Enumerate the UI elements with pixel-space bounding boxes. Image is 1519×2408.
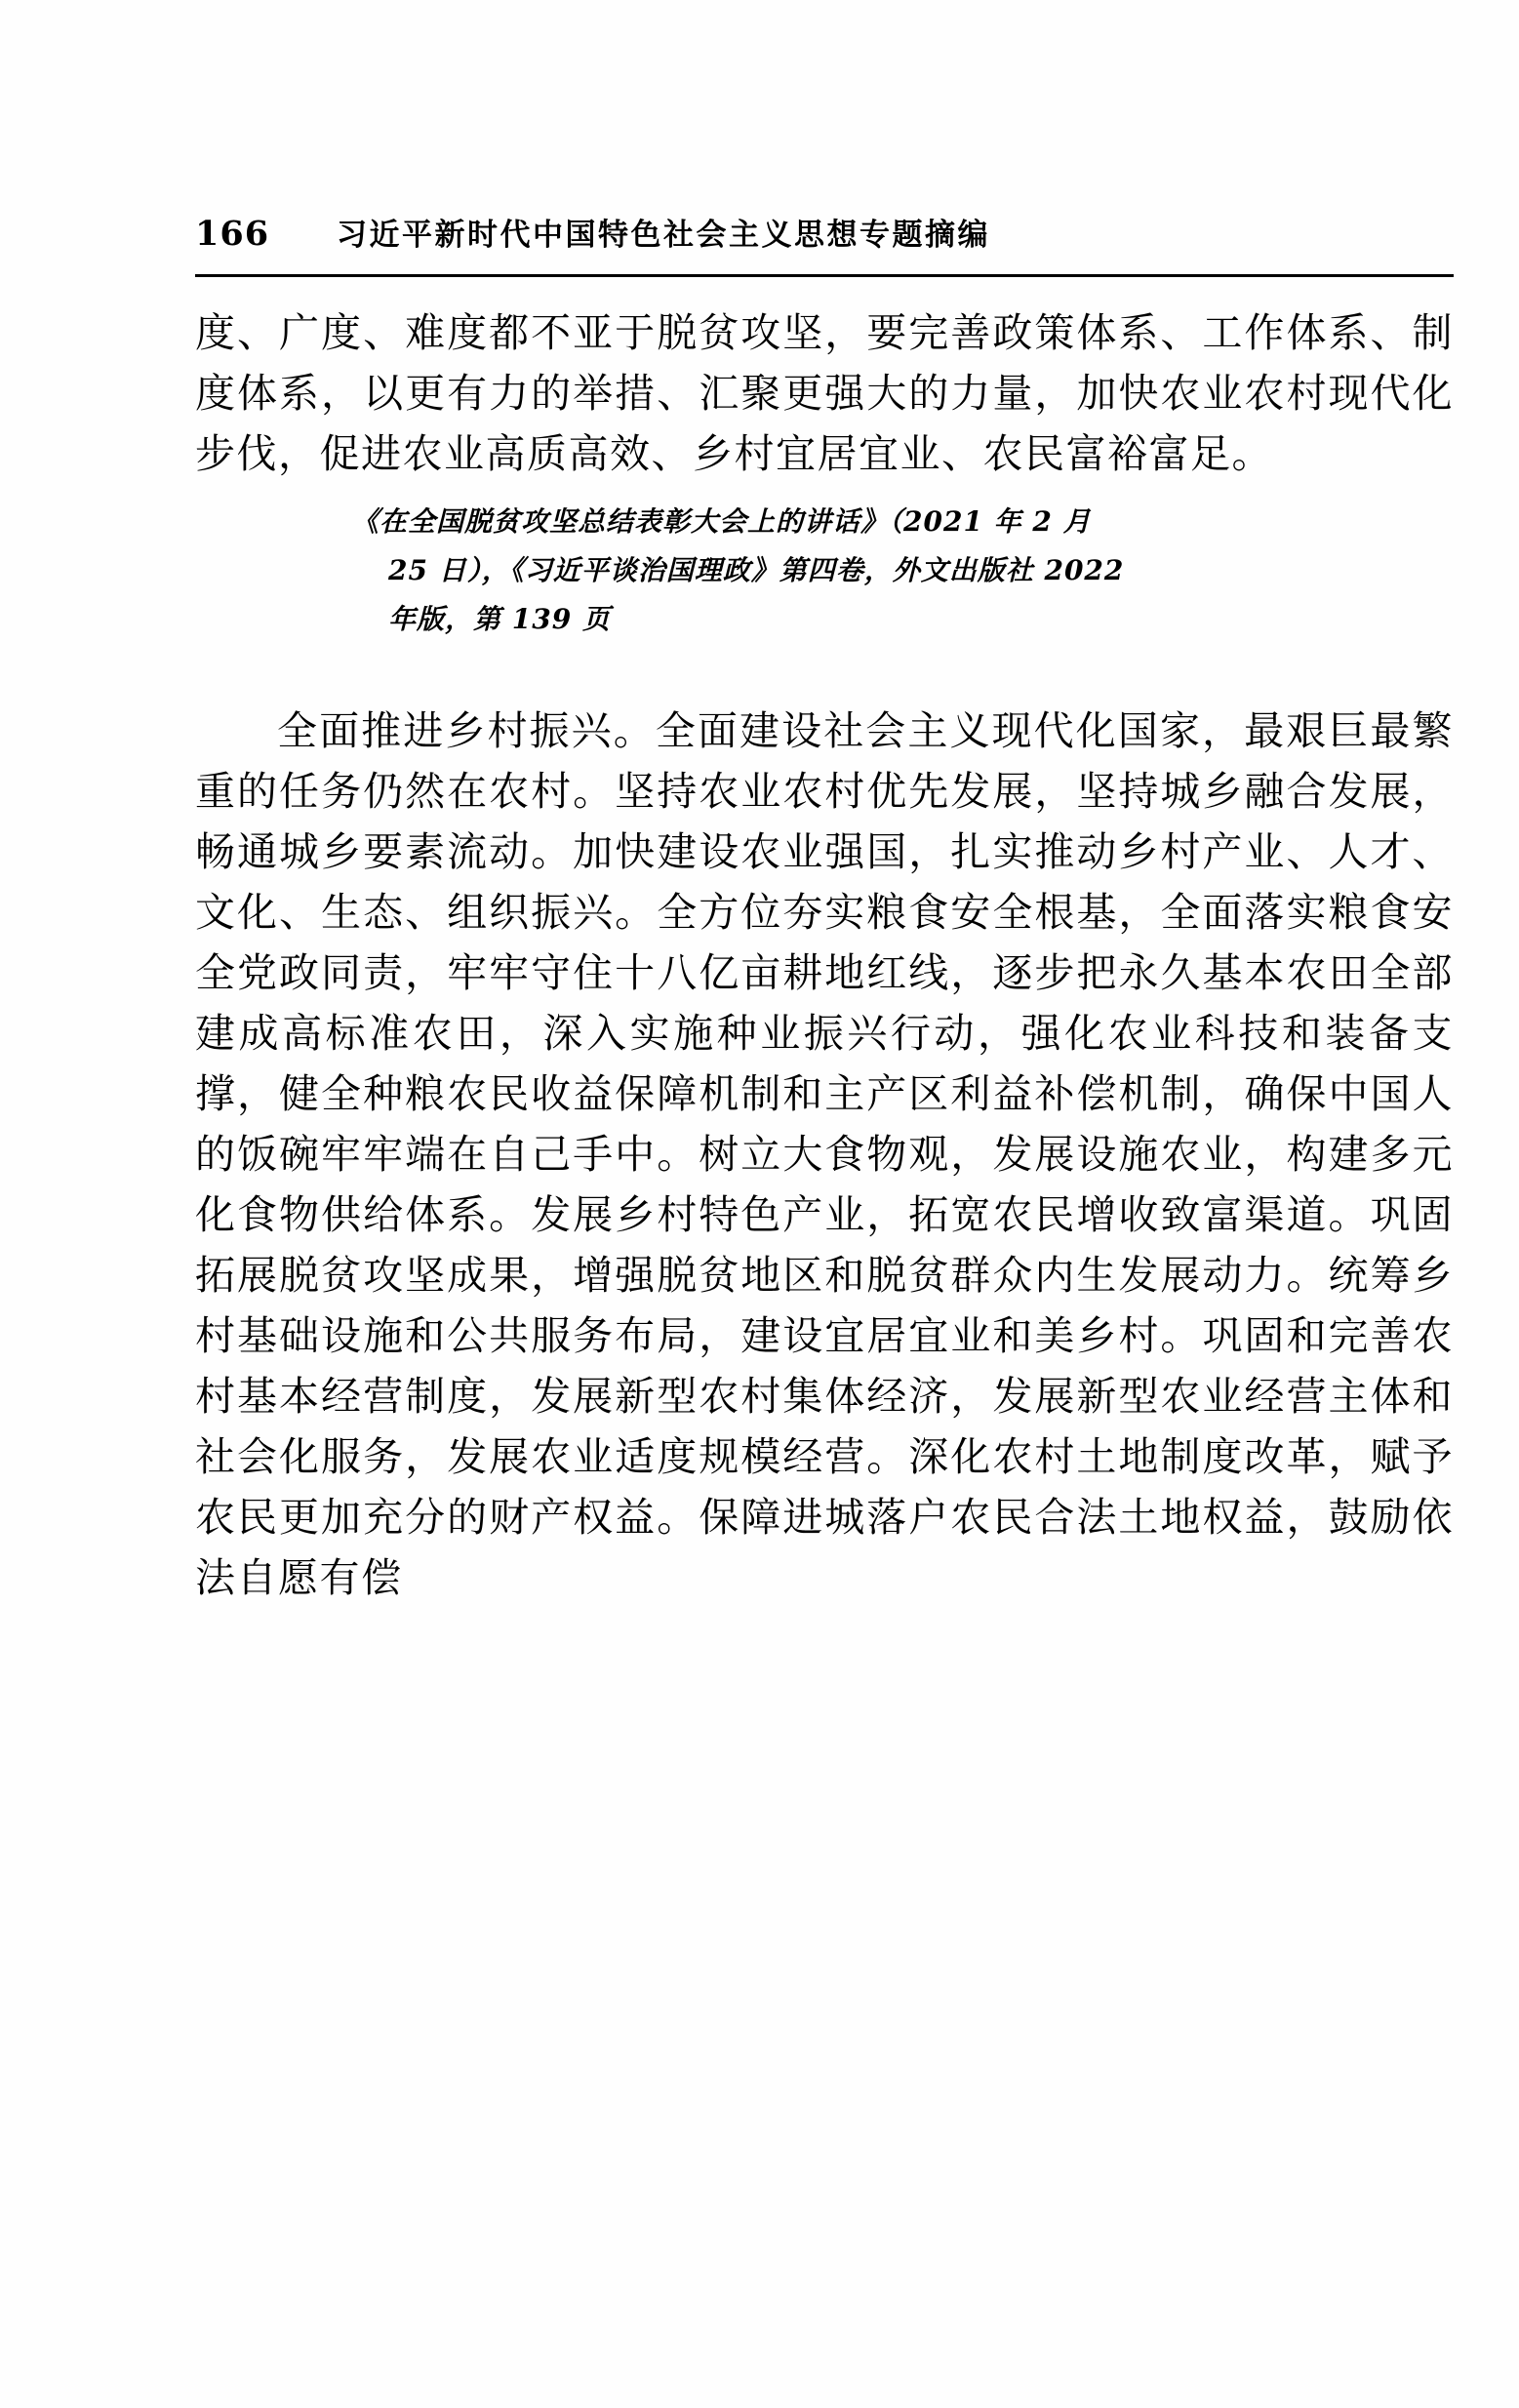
citation-line-1: 《在全国脱贫攻坚总结表彰大会上的讲话》（2021 年 2 月 <box>351 505 1092 538</box>
running-title: 习近平新时代中国特色社会主义思想专题摘编 <box>337 218 990 253</box>
page-content <box>195 210 1454 1608</box>
paragraph-spacer <box>195 644 1454 701</box>
body-text <box>195 302 1454 1608</box>
paragraph-new: 全面推进乡村振兴。全面建设社会主义现代化国家，最艰巨最繁重的任务仍然在农村。坚持农业农村优先发展，坚持城乡融合发展，畅通城乡要素流动。加快建设农业强国，扎实推动乡村产业、人才、文化、生态、组织振兴。全方位夯实粮食安全根基，全面落实粮食安全党政同责，牢牢守住十八亿亩耕地红线，逐步把永久基本农田全部建成高标准农田，深入实施种业振兴行动，强化农业科技和装备支撑，健全种粮农民收益保障机制和主产区利益补偿机制，确保中国人的饭碗牢牢端在自己手中。树立大食物观，发展设施农业，构建多元化食物供给体系。发展乡村特色产业，拓宽农民增收致富渠道。巩固拓展脱贫攻坚成果，增强脱贫地区和脱贫群众内生发展动力。统筹乡村基础设施和公共服务布局，建设宜居宜业和美乡村。巩固和完善农村基本经营制度，发展新型农村集体经济，发展新型农业经营主体和社会化服务，发展农业适度规模经营。深化农村土地制度改革，赋予农民更加充分的财产权益。保障进城落户农民合法土地权益，鼓励依法自愿有偿 <box>195 707 1454 1601</box>
citation-line-2: 25 日），《习近平谈治国理政》第四卷，外文出版社 2022 <box>388 554 1125 586</box>
paragraph-continued: 度、广度、难度都不亚于脱贫攻坚，要完善政策体系、工作体系、制度体系，以更有力的举措、汇聚更强大的力量，加快农业农村现代化步伐，促进农业高质高效、乡村宜居宜业、农民富裕富足。 <box>195 309 1454 477</box>
citation-line-3: 年版，第 139 页 <box>388 603 611 635</box>
source-citation <box>351 498 1454 644</box>
page-number: 166 <box>195 214 270 254</box>
header-divider <box>195 274 1454 277</box>
page-header <box>195 210 1454 268</box>
